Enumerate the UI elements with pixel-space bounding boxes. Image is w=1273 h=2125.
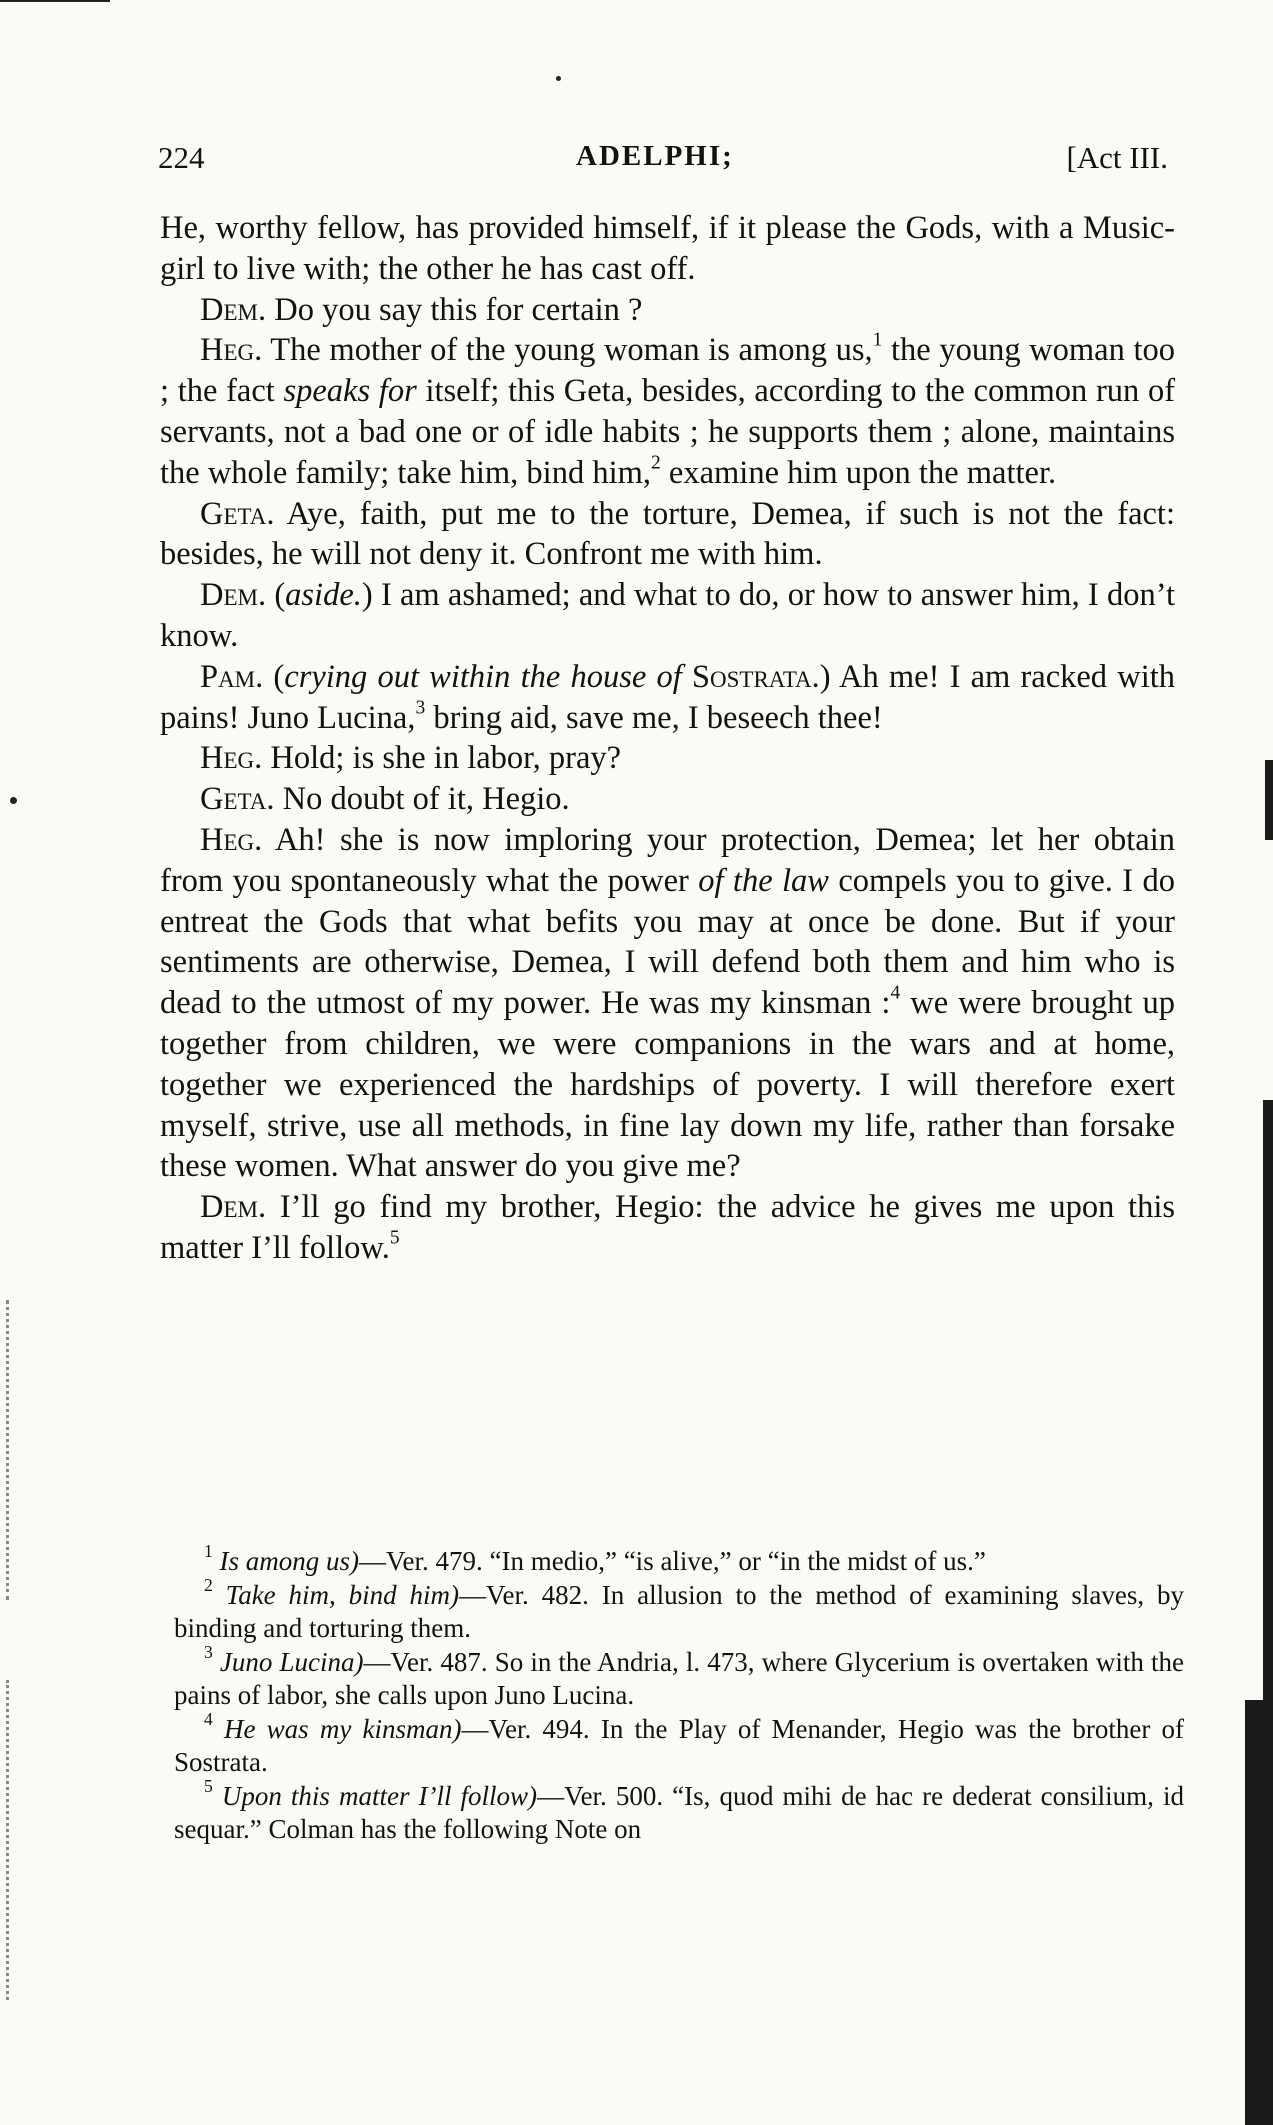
paragraph: Dem. (aside.) I am ashamed; and what to do, or how to answer him, I don’t know. (160, 577, 1175, 654)
paragraph: Dem. Do you say this for certain ? (200, 291, 643, 328)
page-number: 224 (158, 140, 205, 175)
speaker: Heg. (200, 740, 263, 777)
act-label: [Act III. (1066, 140, 1168, 175)
footnotes (174, 1540, 1185, 1847)
paragraph: Dem. I’ll go find my brother, Hegio: the advice he gives me upon this matter I’ll follow.$^5$ (160, 1189, 1176, 1266)
footnote: $^1$ Is among us)—Ver. 479. “In medio,” “is alive,” or “in the midst of us.” (204, 1540, 986, 1576)
paragraph: Geta. No doubt of it, Hegio. (200, 781, 570, 818)
speaker: Dem. (200, 577, 267, 614)
footnote-ref: 2 (651, 452, 661, 474)
footnote-ref: 5 (389, 1227, 400, 1249)
paragraph: Heg. The mother of the young woman is among us,$^1$ the young woman too ; the fact speaks for itself; this Geta, besides, according to the common run of servants, not a bad one or of idle habits ; he supports them ; alone, maintains the whole family; take him, bind him,$^2$ examine him upon the matter. (160, 329, 1176, 491)
margin-speck (10, 797, 17, 804)
speaker: Pam. (200, 658, 264, 695)
footnote: $^4$ He was my kinsman)—Ver. 494. In the Play of Menander, Hegio was the brother of Sostrata. (174, 1708, 1185, 1777)
paragraph: Geta. Aye, faith, put me to the torture, Demea, if such is not the fact: besides, he will not deny it. Confront me with him. (160, 495, 1175, 573)
left-edge-marks-lower (6, 1680, 12, 2000)
footnote-ref: 4 (890, 982, 901, 1004)
stage-direction: aside. (285, 577, 362, 614)
footnote: $^5$ Upon this matter I’ll follow)—Ver. 500. “Is, quod mihi de hac re dederat consilium, id sequar.” Colman has the following Note on (174, 1775, 1184, 1844)
speaker: Geta. (200, 781, 275, 818)
page-edge-shadow-upper (1265, 760, 1273, 840)
stage-direction: crying out within the house of (284, 658, 682, 695)
speaker: Heg. (200, 332, 263, 369)
paragraph: He, worthy fellow, has provided himself, if it please the Gods, with a Music-girl to live with; the other he has cast off. (160, 210, 1175, 287)
running-header (158, 140, 1168, 180)
page-edge-shadow-lower (1245, 1700, 1273, 2125)
left-edge-marks (6, 1300, 12, 1600)
top-rule (0, 0, 110, 2)
paragraph: Heg. Ah! she is now imploring your protection, Demea; let her obtain from you spontaneously what the power of the law compels you to give. I do entreat the Gods that what befits you may at once be done. But if your sentiments are otherwise, Demea, I will defend both them and him who is dead to the utmost of my power. He was my kinsman :$^4$ we were brought up together from children, we were companions in the wars and at home, together we experienced the hardships of poverty. I will therefore exert myself, strive, use all methods, in fine lay down my life, rather than forsake these women. What answer do you give me? (160, 821, 1176, 1185)
footnote-ref: 3 (415, 696, 426, 718)
running-title: ADELPHI; (576, 140, 734, 172)
footnote: $^3$ Juno Lucina)—Ver. 487. So in the Andria, l. 473, where Glycerium is overtaken with the pains of labor, she calls upon Juno Lucina. (174, 1641, 1185, 1710)
ink-speck (556, 76, 561, 81)
speaker: Dem. (200, 1189, 267, 1226)
speaker: Dem. (200, 291, 267, 328)
speaker: Geta. (200, 495, 275, 532)
speaker: Heg. (200, 821, 263, 858)
footnote-ref: 1 (872, 329, 883, 351)
footnote: $^2$ Take him, bind him)—Ver. 482. In allusion to the method of examining slaves, by binding and torturing them. (174, 1574, 1185, 1643)
main-text (160, 208, 1175, 1269)
paragraph: Pam. (crying out within the house of Sostrata.) Ah me! I am racked with pains! Juno Lucina,$^3$ bring aid, save me, I beseech thee! (160, 658, 1175, 736)
paragraph: Heg. Hold; is she in labor, pray? (200, 740, 622, 777)
